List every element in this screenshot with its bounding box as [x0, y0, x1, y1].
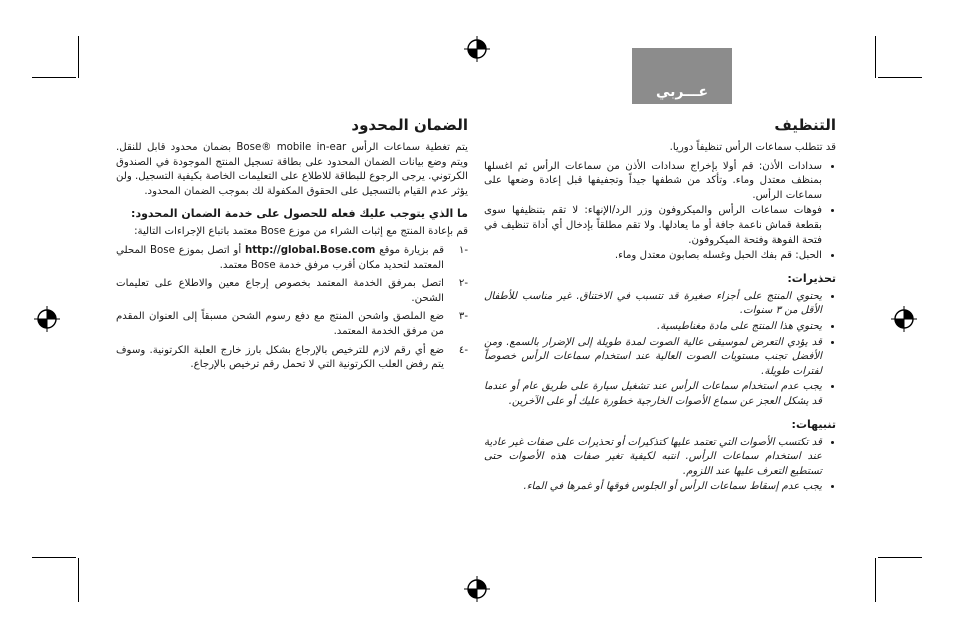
step-text: ضع أي رقم لازم للترخيص بالإرجاع بشكل بارز خارج العلبة الكرتونية. وسوف يتم رفض العلب الكرتونية التي لا تحمل رقم ترخيص بالإرجاع.	[116, 344, 444, 371]
list-item	[116, 310, 468, 339]
step-number: -٤	[458, 344, 468, 356]
step-text: أو اتصل بموزع	[178, 244, 242, 256]
registration-mark-icon	[34, 306, 60, 332]
crop-mark	[78, 36, 79, 78]
warnings-heading: تحذيرات:	[787, 271, 836, 285]
crop-mark	[878, 557, 922, 558]
warranty-procedure	[116, 225, 468, 240]
list-item: • يجب عدم استخدام سماعات الرأس عند تشغيل سيارة على طريق عام أو عندما قد يشكل العجز عن سماع الأصوات الخارجية خطورة عليك أو على الآخرين.	[484, 380, 822, 409]
cleaning-intro: قد تتطلب سماعات الرأس تنظيفاً دوريا.	[669, 142, 836, 153]
list-item: • يحتوي المنتج على أجزاء صغيرة قد تتسبب في الاختناق. غير مناسب للأطفال الأقل من ٣ سنوات.	[484, 290, 822, 319]
warranty-intro-start: يتم تغطية سماعات الرأس	[351, 142, 468, 153]
cleaning-heading: التنظيف	[774, 116, 836, 134]
step-number: -٢	[458, 278, 468, 290]
language-tab	[632, 48, 732, 104]
list-item: • يجب عدم إسقاط سماعات الرأس أو الجلوس فوقها أو غمرها في الماء.	[484, 480, 822, 495]
cautions-heading: تنبيهات:	[791, 417, 836, 431]
registration-mark-icon	[891, 306, 917, 332]
list-item	[116, 277, 468, 306]
crop-mark	[32, 77, 76, 78]
step-text: قم بزيارة موقع	[379, 244, 444, 256]
step-number: -٣	[458, 311, 468, 323]
crop-mark	[78, 558, 79, 602]
warranty-subheading: ما الذي يتوجب عليك فعله للحصول على خدمة الضمان المحدود:	[131, 207, 468, 221]
step-text: المحلي المعتمد لتحديد مكان أقرب مرفق خدمة	[116, 244, 444, 271]
registration-mark-icon	[464, 576, 490, 602]
brand-name: Bose	[150, 244, 175, 256]
warranty-intro-rest: بضمان محدود قابل للنقل. ويتم وضع بيانات الضمان المحدود على بطاقة تسجيل المنتج الموجودة في الصندوق الكرتوني. يرجى الرجوع للبطاقة للاطلاع على التعليمات الخاصة بكيفية التسجيل. ولن يؤثر عدم القيام بالتسجيل على الحقوق المكفولة لك بموجب الضمان المحدود.	[116, 142, 468, 197]
procedure-end: معتمد باتباع الإجراءات التالية:	[134, 226, 258, 238]
list-item: • يحتوي هذا المنتج على مادة مغناطيسية.	[484, 320, 822, 335]
cleaning-section	[484, 116, 836, 499]
brand-name: Bose	[250, 259, 276, 271]
warranty-section	[116, 116, 468, 377]
warnings-list	[484, 290, 836, 410]
registration-mark-icon	[464, 36, 490, 62]
list-item: • سدادات الأذن: قم أولا بإخراج سدادات الأذن من سماعات الرأس ثم اغسلها بمنظف معتدل وماء. وتأكد من شطفها جيداً وتجفيفها قبل إعادة وضعها على سماعات الرأس.	[484, 160, 822, 204]
crop-mark	[875, 558, 876, 602]
warranty-steps	[116, 244, 468, 373]
step-text: معتمد.	[219, 259, 248, 271]
list-item: • فوهات سماعات الرأس والميكروفون وزر الرد/الإنهاء: لا تقم بتنظيفها سوى بقطعة قماش ناعمة جافة أو ما يعادلها. ولا تقم مطلقاً بإدخال أي أداة تنظيف في فتحة الفوهة وفتحة الميكروفون.	[484, 204, 822, 248]
crop-mark	[878, 77, 922, 78]
language-tab-label: عـــربي	[655, 84, 709, 100]
warranty-heading: الضمان المحدود	[351, 116, 468, 134]
step-text: ضع الملصق واشحن المنتج مع دفع رسوم الشحن مسبقاً إلى العنوان المقدم من مرفق الخدمة المعتمد.	[116, 311, 444, 337]
list-item	[116, 344, 468, 373]
cleaning-list	[484, 160, 836, 264]
cautions-list	[484, 436, 836, 495]
brand-name: Bose	[260, 226, 286, 238]
warranty-intro	[116, 141, 468, 199]
step-text: اتصل بمرفق الخدمة المعتمد بخصوص إرجاع معين والاطلاع على تعليمات الشحن.	[116, 278, 444, 304]
list-item: • الحبل: قم بفك الحبل وغسله بصابون معتدل وماء.	[484, 249, 822, 264]
step-number: -١	[458, 244, 468, 256]
list-item: • قد يؤدي التعرض لموسيقى عالية الصوت لمدة طويلة إلى الإضرار بالسمع. ومن الأفضل تجنب مستويات الصوت العالية عند استخدام سماعات الرأس خصوصاً لفترات طويلة.	[484, 336, 822, 380]
list-item: • قد تكتسب الأصوات التي تعتمد عليها كتذكيرات أو تحذيرات على صفات غير عادية عند استخدام سماعات الرأس. انتبه لكيفية تغير صفات هذه الأصوات حتى تستطيع التعرف عليها عند اللزوم.	[484, 436, 822, 480]
procedure-start: قم بإعادة المنتج مع إثبات الشراء من موزع	[288, 226, 468, 238]
product-name: Bose® mobile in-ear	[236, 142, 347, 153]
list-item	[116, 244, 468, 273]
crop-mark	[32, 557, 76, 558]
website-link[interactable]: http://global.Bose.com	[244, 244, 376, 256]
crop-mark	[875, 36, 876, 78]
